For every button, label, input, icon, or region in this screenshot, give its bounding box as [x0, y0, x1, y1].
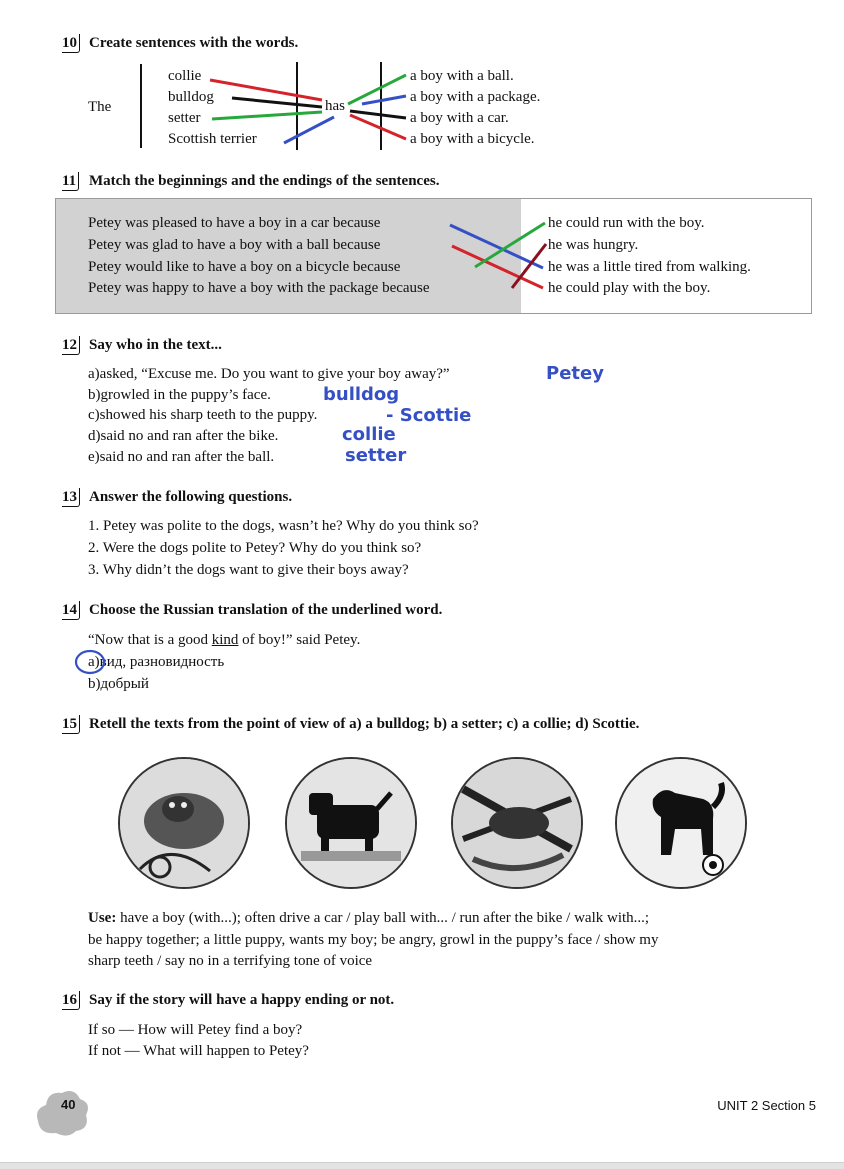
ending-2: he was hungry. [548, 237, 639, 253]
ending-bicycle: a boy with a bicycle. [410, 131, 535, 147]
option-a-circle-mark [74, 648, 108, 676]
exercise-14-title: Choose the Russian translation of the underlined word. [89, 602, 443, 618]
line-has-ball [348, 75, 406, 104]
exercise-16-number: 16 [62, 991, 80, 1010]
bulldog-illustration [118, 757, 250, 889]
exercise-13-title: Answer the following questions. [89, 489, 293, 505]
line-bulldog-has [232, 98, 322, 107]
exercise-10-title: Create sentences with the words. [89, 35, 299, 51]
use-line-3: sharp teeth / say no in a terrifying tone of voice [88, 953, 373, 969]
exercise-12-number: 12 [62, 336, 80, 355]
dog-setter: setter [168, 110, 201, 126]
line-collie-has [210, 80, 322, 100]
exercise-11-number: 11 [62, 172, 79, 191]
scottie-illustration [285, 757, 417, 889]
ex11-matching-lines [0, 190, 844, 310]
exercise-16-title: Say if the story will have a happy ending or not. [89, 992, 395, 1008]
ending-car: a boy with a car. [410, 110, 509, 126]
option-b: b)добрый [88, 676, 149, 692]
dog-bulldog: bulldog [168, 89, 214, 105]
ex10-matching-lines [0, 0, 844, 200]
beginning-2: Petey was glad to have a boy with a ball because [88, 237, 381, 253]
exercise-14-number: 14 [62, 601, 80, 620]
exercise-15-title: Retell the texts from the point of view of a) a bulldog; b) a setter; c) a collie; d) Scottie. [89, 716, 640, 732]
use-line-1: Use: have a boy (with...); often drive a car / play ball with... / run after the bike / walk with...; [88, 910, 650, 926]
use-line-2: be happy together; a little puppy, wants my boy; be angry, growl in the puppy’s face / show my [88, 932, 659, 948]
beginning-3: Petey would like to have a boy on a bicycle because [88, 259, 401, 275]
setter-illustration [451, 757, 583, 889]
bottom-edge-bar [0, 1162, 844, 1169]
dog-collie: collie [168, 68, 202, 84]
line-has-bicycle [350, 115, 406, 139]
ex12-item-c: c)showed his sharp teeth to the puppy. [88, 407, 318, 423]
beginning-1: Petey was pleased to have a boy in a car because [88, 215, 381, 231]
page-number: 40 [61, 1097, 76, 1112]
line-has-car [350, 111, 406, 118]
option-a: a)вид, разновидность [88, 654, 225, 670]
answer-b: bulldog [323, 384, 400, 405]
answer-a: Petey [546, 363, 604, 384]
answer-c: - Scottie [386, 405, 472, 426]
ending-ball: a boy with a ball. [410, 68, 514, 84]
unit-section-label: UNIT 2 Section 5 [717, 1098, 816, 1113]
question-2: 2. Were the dogs polite to Petey? Why do you think so? [88, 540, 422, 556]
answer-d: collie [342, 424, 396, 445]
answer-e: setter [345, 445, 407, 466]
question-3: 3. Why didn’t the dogs want to give their boys away? [88, 562, 409, 578]
exercise-12-title: Say who in the text... [89, 337, 222, 353]
line-has-package [362, 96, 406, 104]
exercise-15-number: 15 [62, 715, 80, 734]
collie-illustration [615, 757, 747, 889]
underlined-word: kind [211, 632, 239, 648]
ex12-item-a: a)asked, “Excuse me. Do you want to give your boy away?” [88, 366, 450, 382]
exercise-13-number: 13 [62, 488, 80, 507]
ex16-line-1: If so — How will Petey find a boy? [88, 1022, 303, 1038]
line-scottish-has [284, 117, 334, 143]
ex12-item-e: e)said no and ran after the ball. [88, 449, 275, 465]
exercise-11-title: Match the beginnings and the endings of the sentences. [89, 173, 440, 189]
dog-scottish-terrier: Scottish terrier [168, 131, 257, 147]
ending-4: he could play with the boy. [548, 280, 711, 296]
line-setter-has [212, 112, 322, 119]
the-word: The [88, 99, 112, 115]
exercise-10-number: 10 [62, 34, 80, 53]
ending-3: he was a little tired from walking. [548, 259, 751, 275]
quote-line: “Now that is a good kind of boy!” said Petey. [88, 632, 361, 648]
ending-1: he could run with the boy. [548, 215, 705, 231]
ex12-item-b: b)growled in the puppy’s face. [88, 387, 271, 403]
question-1: 1. Petey was polite to the dogs, wasn’t he? Why do you think so? [88, 518, 479, 534]
beginning-4: Petey was happy to have a boy with the package because [88, 280, 430, 296]
ex16-line-2: If not — What will happen to Petey? [88, 1043, 309, 1059]
verb-has: has [325, 98, 345, 114]
ending-package: a boy with a package. [410, 89, 541, 105]
ex12-item-d: d)said no and ran after the bike. [88, 428, 279, 444]
